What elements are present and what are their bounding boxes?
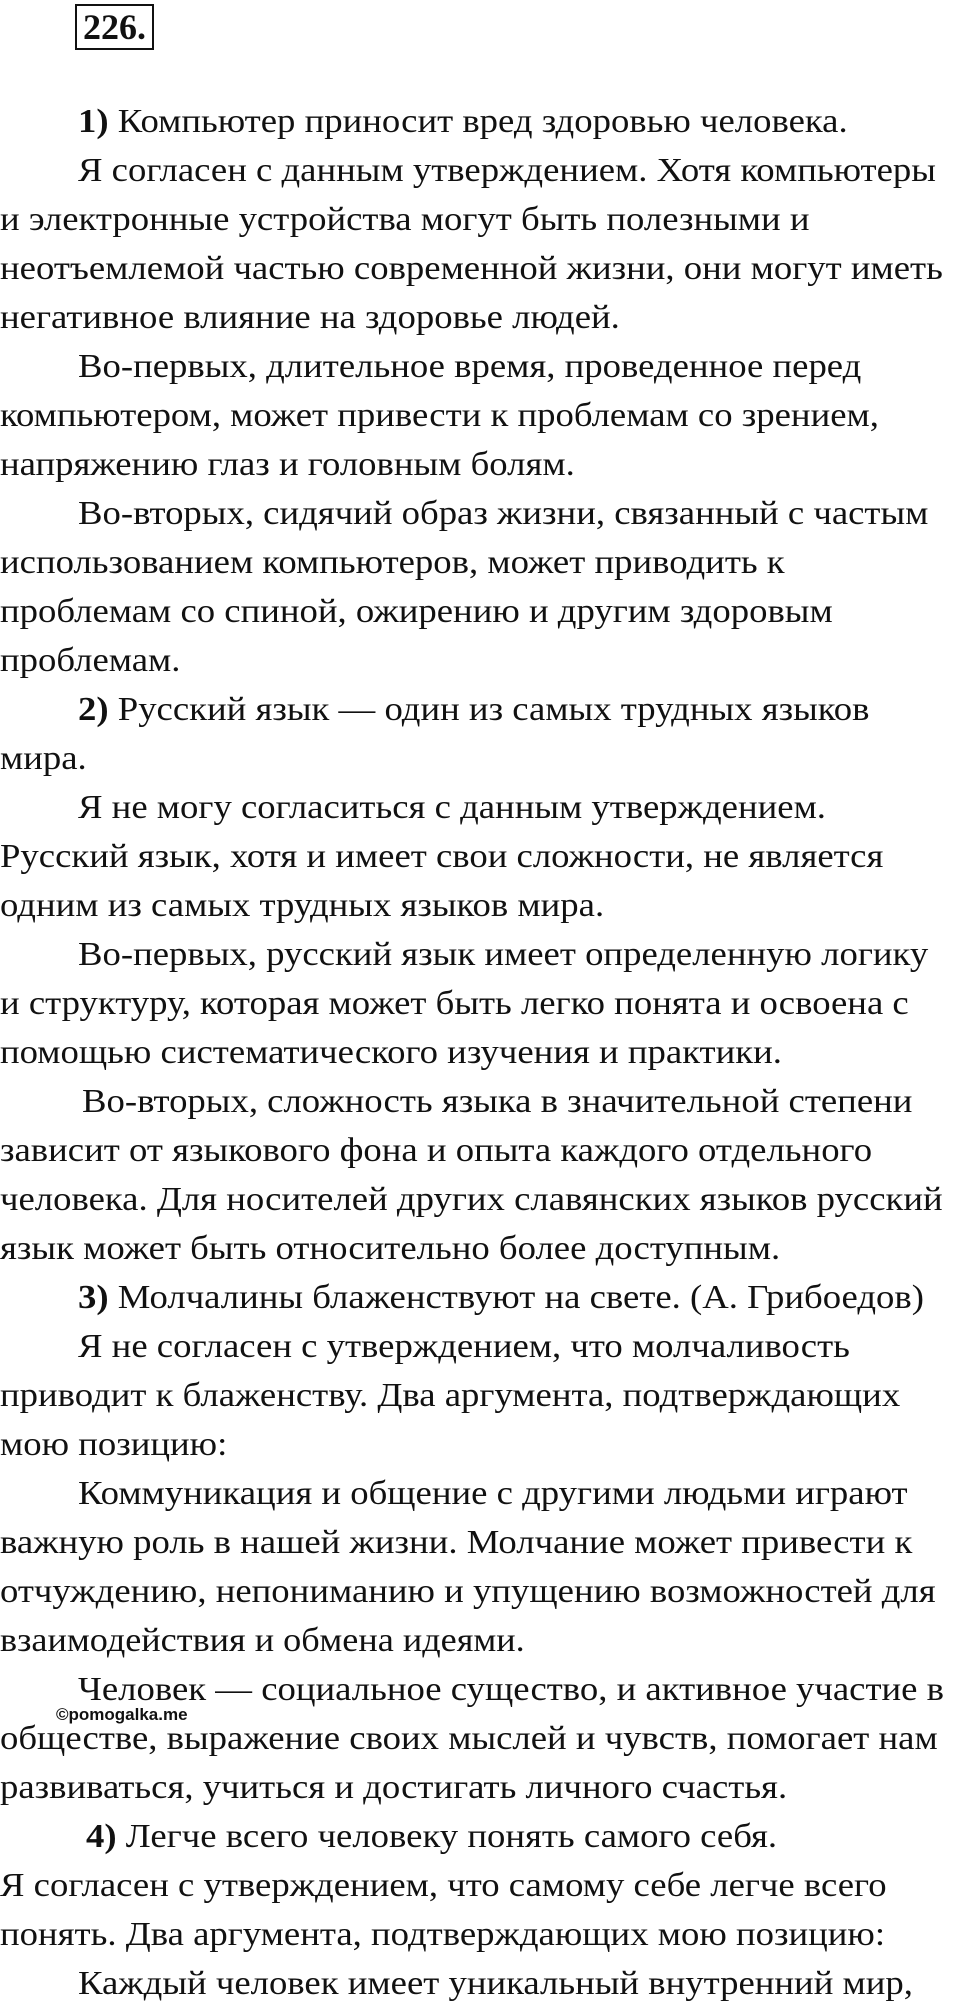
text-line bbox=[0, 837, 883, 877]
line-text: Компьютер приносит вред здоровью человека. bbox=[117, 103, 848, 140]
text-line bbox=[0, 1523, 912, 1563]
line-text: Молчалины блаженствуют на свете. (А. Грибоедов) bbox=[117, 1279, 924, 1316]
text-line bbox=[0, 592, 833, 632]
line-text: приводит к блаженству. Два аргумента, подтверждающих bbox=[0, 1377, 901, 1414]
text-line bbox=[0, 1572, 936, 1612]
line-text: напряжению глаз и головным болям. bbox=[0, 446, 575, 483]
line-text: зависит от языкового фона и опыта каждого отдельного bbox=[0, 1132, 873, 1169]
line-text: Каждый человек имеет уникальный внутренний мир, bbox=[78, 1965, 913, 2002]
line-text: Я не согласен с утверждением, что молчаливость bbox=[78, 1328, 850, 1365]
line-text: и структуру, которая может быть легко понята и освоена с bbox=[0, 985, 909, 1022]
text-line bbox=[0, 445, 575, 485]
text-line bbox=[0, 641, 180, 681]
text-line bbox=[78, 151, 936, 191]
item-number: 4) bbox=[86, 1818, 117, 1855]
text-line bbox=[0, 200, 809, 240]
item-number: 2) bbox=[78, 691, 109, 728]
line-text: Коммуникация и общение с другими людьми играют bbox=[78, 1475, 908, 1512]
line-text: Во-первых, длительное время, проведенное перед bbox=[78, 348, 862, 385]
line-text: Человек — социальное существо, и активное участие в bbox=[78, 1671, 944, 1708]
line-text: обществе, выражение своих мыслей и чувств, помогает нам bbox=[0, 1720, 938, 1757]
line-text: Русский язык — один из самых трудных языков bbox=[117, 691, 870, 728]
line-text: отчуждению, непониманию и упущению возможностей для bbox=[0, 1573, 936, 1610]
text-line bbox=[0, 1915, 885, 1955]
text-line bbox=[82, 1082, 912, 1122]
text-line bbox=[0, 739, 87, 779]
line-text: мою позицию: bbox=[0, 1426, 228, 1463]
task-number: 226. bbox=[75, 4, 154, 50]
text-line bbox=[0, 886, 604, 926]
text-line bbox=[78, 690, 869, 730]
text-line bbox=[78, 494, 928, 534]
text-line bbox=[0, 249, 943, 289]
line-text: Во-первых, русский язык имеет определенную логику bbox=[78, 936, 929, 973]
line-text: язык может быть относительно более доступным. bbox=[0, 1230, 781, 1267]
text-line bbox=[78, 1474, 908, 1514]
line-text: Я согласен с данным утверждением. Хотя компьютеры bbox=[78, 152, 936, 189]
text-line bbox=[78, 1278, 924, 1318]
text-line bbox=[0, 1131, 872, 1171]
text-line bbox=[78, 1964, 913, 2004]
text-line bbox=[0, 1866, 887, 1906]
line-text: компьютером, может привести к проблемам со зрением, bbox=[0, 397, 879, 434]
text-line bbox=[0, 1033, 782, 1073]
line-text: Русский язык, хотя и имеет свои сложности, не является bbox=[0, 838, 884, 875]
text-line bbox=[0, 298, 620, 338]
line-text: использованием компьютеров, может приводить к bbox=[0, 544, 785, 581]
text-line bbox=[86, 1817, 777, 1857]
text-line bbox=[78, 102, 848, 142]
line-text: мира. bbox=[0, 740, 87, 777]
line-text: Во-вторых, сложность языка в значительной степени bbox=[82, 1083, 913, 1120]
text-line bbox=[78, 788, 826, 828]
item-number: 1) bbox=[78, 103, 109, 140]
line-text: проблемам со спиной, ожирению и другим здоровым bbox=[0, 593, 833, 630]
line-text: неотъемлемой частью современной жизни, они могут иметь bbox=[0, 250, 943, 287]
line-text: Легче всего человеку понять самого себя. bbox=[125, 1818, 778, 1855]
line-text: человека. Для носителей других славянских языков русский bbox=[0, 1181, 943, 1218]
line-text: Во-вторых, сидячий образ жизни, связанный с частым bbox=[78, 495, 929, 532]
text-line bbox=[0, 1621, 525, 1661]
text-line bbox=[0, 1180, 943, 1220]
text-line bbox=[0, 1768, 787, 1808]
line-text: одним из самых трудных языков мира. bbox=[0, 887, 605, 924]
line-text: Я не могу согласиться с данным утверждением. bbox=[78, 789, 827, 826]
text-line bbox=[0, 396, 879, 436]
text-line bbox=[0, 1719, 938, 1759]
text-line bbox=[78, 1327, 850, 1367]
text-line bbox=[0, 1376, 900, 1416]
text-line bbox=[78, 1670, 944, 1710]
text-line bbox=[78, 347, 861, 387]
line-text: развиваться, учиться и достигать личного счастья. bbox=[0, 1769, 788, 1806]
line-text: помощью систематического изучения и практики. bbox=[0, 1034, 782, 1071]
line-text: Я согласен с утверждением, что самому себе легче всего bbox=[0, 1867, 887, 1904]
line-text: и электронные устройства могут быть полезными и bbox=[0, 201, 810, 238]
text-line bbox=[0, 1229, 780, 1269]
watermark: ©pomogalka.me bbox=[56, 1705, 188, 1724]
text-line bbox=[0, 543, 785, 583]
line-text: проблемам. bbox=[0, 642, 181, 679]
line-text: понять. Два аргумента, подтверждающих мою позицию: bbox=[0, 1916, 886, 1953]
text-line bbox=[0, 1425, 227, 1465]
text-line bbox=[78, 935, 928, 975]
line-text: негативное влияние на здоровье людей. bbox=[0, 299, 620, 336]
text-line bbox=[0, 984, 909, 1024]
item-number: 3) bbox=[78, 1279, 109, 1316]
line-text: важную роль в нашей жизни. Молчание может привести к bbox=[0, 1524, 913, 1561]
line-text: взаимодействия и обмена идеями. bbox=[0, 1622, 525, 1659]
